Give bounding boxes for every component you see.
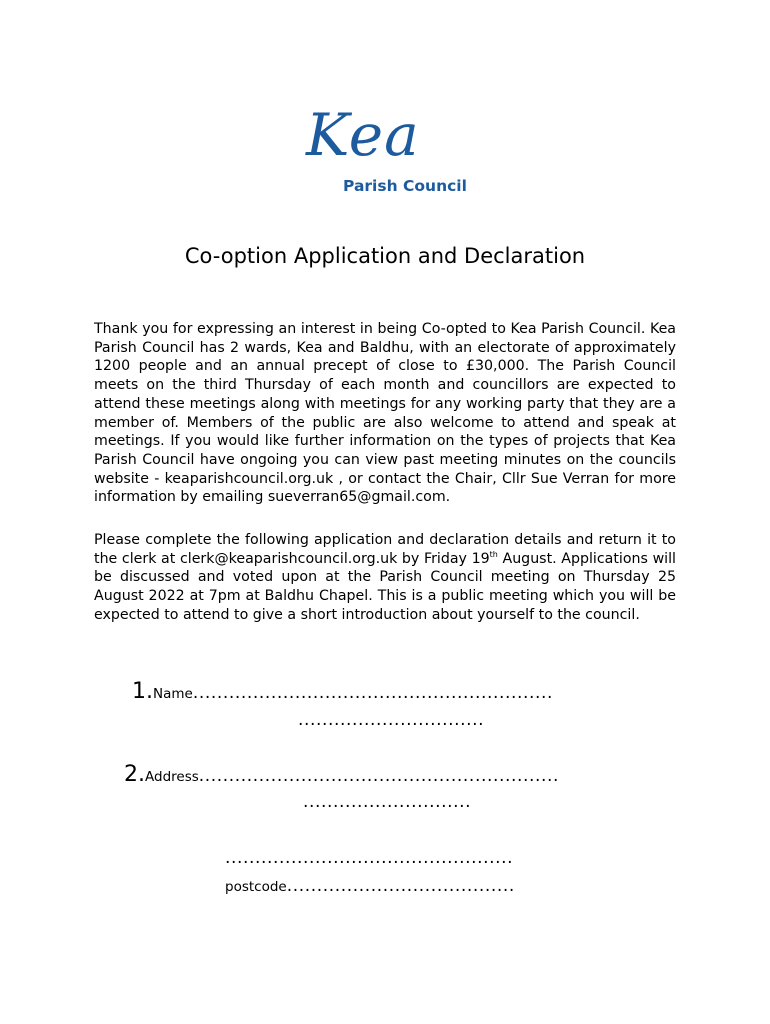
address-fill-line-3[interactable]: ................................................ [225, 848, 514, 868]
address-field [124, 762, 559, 787]
postcode-fill-line[interactable]: ...................................... [286, 876, 515, 896]
address-fill-line[interactable]: ............................................................ [198, 766, 559, 786]
instructions-text-cont: August. Applications will be discussed and voted upon at the Parish Council meeting on Thursday 25 August 2022 at 7pm at Baldhu Chapel. This is a public meeting which you will be expected to attend to give a short introduction about yourself to the council. [94, 550, 676, 623]
postcode-field [225, 876, 515, 896]
address-fill-line-2[interactable]: ............................ [303, 792, 472, 812]
name-field-label: Name [153, 686, 193, 702]
intro-paragraph: Thank you for expressing an interest in being Co-opted to Kea Parish Council. Kea Parish Council has 2 wards, Kea and Baldhu, with an electorate of approximately 1200 people and an annual precept of close to £30,000. The Parish Council meets on the third Thursday of each month and councillors are expected to attend these meetings along with meetings for any working party that they are a member of. Members of the public are also welcome to attend and speak at meetings. If you would like further information on the types of projects that Kea Parish Council have ongoing you can view past meeting minutes on the councils website - keaparishcouncil.org.uk , or contact the Chair, Cllr Sue Verran for more information by emailing sueverran65@gmail.com. [94, 321, 676, 506]
kea-parish-council-logo [300, 101, 480, 206]
address-field-number: 2. [124, 762, 145, 787]
name-fill-line-2[interactable]: ............................... [298, 710, 485, 730]
logo-subtitle: Parish Council [343, 177, 467, 195]
document-title: Co-option Application and Declaration [184, 244, 586, 268]
name-fill-line[interactable]: ............................................................ [192, 683, 554, 703]
instructions-paragraph [94, 531, 676, 625]
ordinal-suffix: th [489, 549, 498, 559]
address-field-label: Address [145, 769, 199, 785]
logo-wordmark: Kea [306, 101, 420, 169]
name-field-number: 1. [132, 679, 153, 704]
name-field [132, 679, 553, 704]
instructions-text: Please complete the following application and declaration details and return it to the clerk at clerk@keaparishcouncil.org.uk by Friday 19 [94, 532, 676, 567]
postcode-label: postcode [225, 879, 287, 895]
